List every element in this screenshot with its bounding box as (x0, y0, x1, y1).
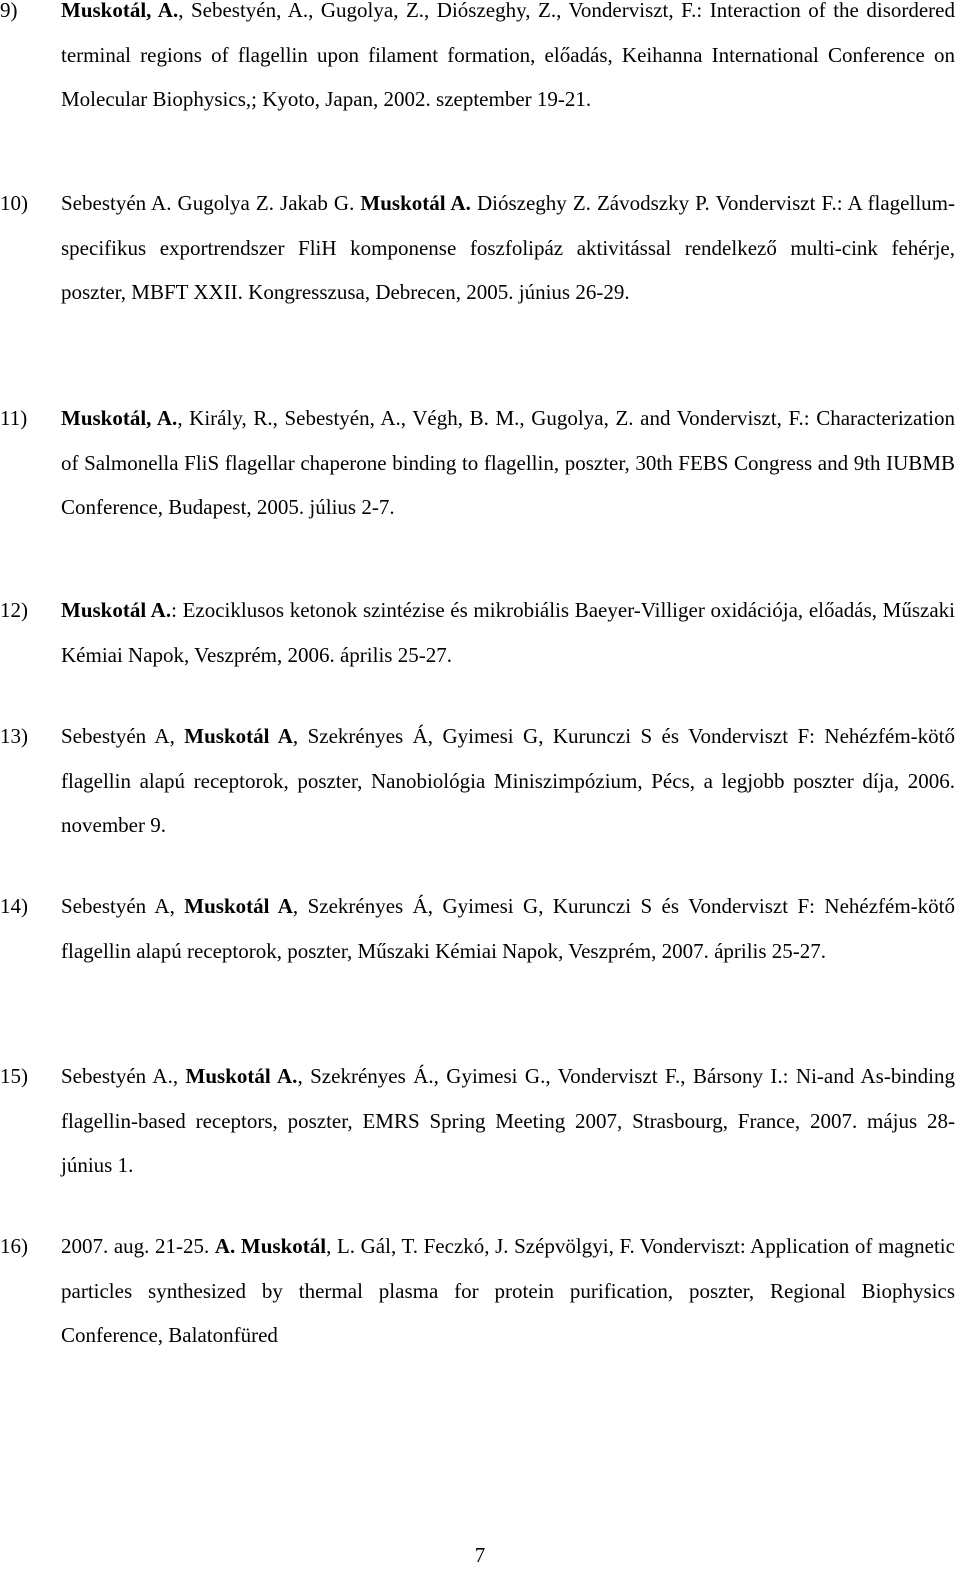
item-text: Sebestyén A, Muskotál A, Szekrényes Á, Gyimesi G, Kurunczi S és Vonderviszt F: Nehézfém-kötő flagellin alapú receptorok, poszter, Nanobiológia Miniszimpózium, Pécs, a legjobb poszter díja, 2006. november 9. (61, 724, 956, 837)
item-number: 11) (0, 406, 28, 430)
item-text: 2007. aug. 21-25. A. Muskotál, L. Gál, T. Feczkó, J. Szépvölgyi, F. Vonderviszt: Application of magnetic particles synthesized by thermal plasma for protein purification, poszter, Regional Biophysics Conference, Balatonfüred (61, 1234, 955, 1347)
item-number: 16) (0, 1234, 28, 1258)
item-text: Muskotál A.: Ezociklusos ketonok szintézise és mikrobiális Baeyer-Villiger oxidációja, előadás, Műszaki Kémiai Napok, Veszprém, 2006. április 25-27. (61, 598, 956, 667)
page-number: 7 (474, 1543, 486, 1567)
item-text: Sebestyén A. Gugolya Z. Jakab G. Muskotál A. Diószeghy Z. Závodszky P. Vonderviszt F.: A flagellum-specifikus exportrendszer FliH komponense foszfolipáz aktivitással rendelkező multi-cink fehérje, poszter, MBFT XXII. Kongresszusa, Debrecen, 2005. június 26-29. (61, 191, 955, 304)
item-number: 10) (0, 191, 28, 215)
item-number: 9) (0, 0, 18, 22)
item-text: Muskotál, A., Király, R., Sebestyén, A., Végh, B. M., Gugolya, Z. and Vonderviszt, F.: Characterization of Salmonella FliS flagellar chaperone binding to flagellin, poszter, 30th FEBS Congress and 9th IUBMB Conference, Budapest, 2005. július 2-7. (61, 406, 955, 519)
item-text: Muskotál, A., Sebestyén, A., Gugolya, Z., Diószeghy, Z., Vonderviszt, F.: Interaction of the disordered terminal regions of flagellin upon filament formation, előadás, Keihanna International Conference on Molecular Biophysics,; Kyoto, Japan, 2002. szeptember 19-21. (61, 0, 955, 111)
item-number: 15) (0, 1064, 28, 1088)
item-text: Sebestyén A, Muskotál A, Szekrényes Á, Gyimesi G, Kurunczi S és Vonderviszt F: Nehézfém-kötő flagellin alapú receptorok, poszter, Műszaki Kémiai Napok, Veszprém, 2007. április 25-27. (61, 894, 956, 963)
item-text: Sebestyén A., Muskotál A., Szekrényes Á., Gyimesi G., Vonderviszt F., Bársony I.: Ni-and As-binding flagellin-based receptors, poszter, EMRS Spring Meeting 2007, Strasbourg, France, 2007. május 28- június 1. (61, 1064, 956, 1177)
item-number: 14) (0, 894, 28, 918)
item-number: 13) (0, 724, 28, 748)
item-number: 12) (0, 598, 28, 622)
